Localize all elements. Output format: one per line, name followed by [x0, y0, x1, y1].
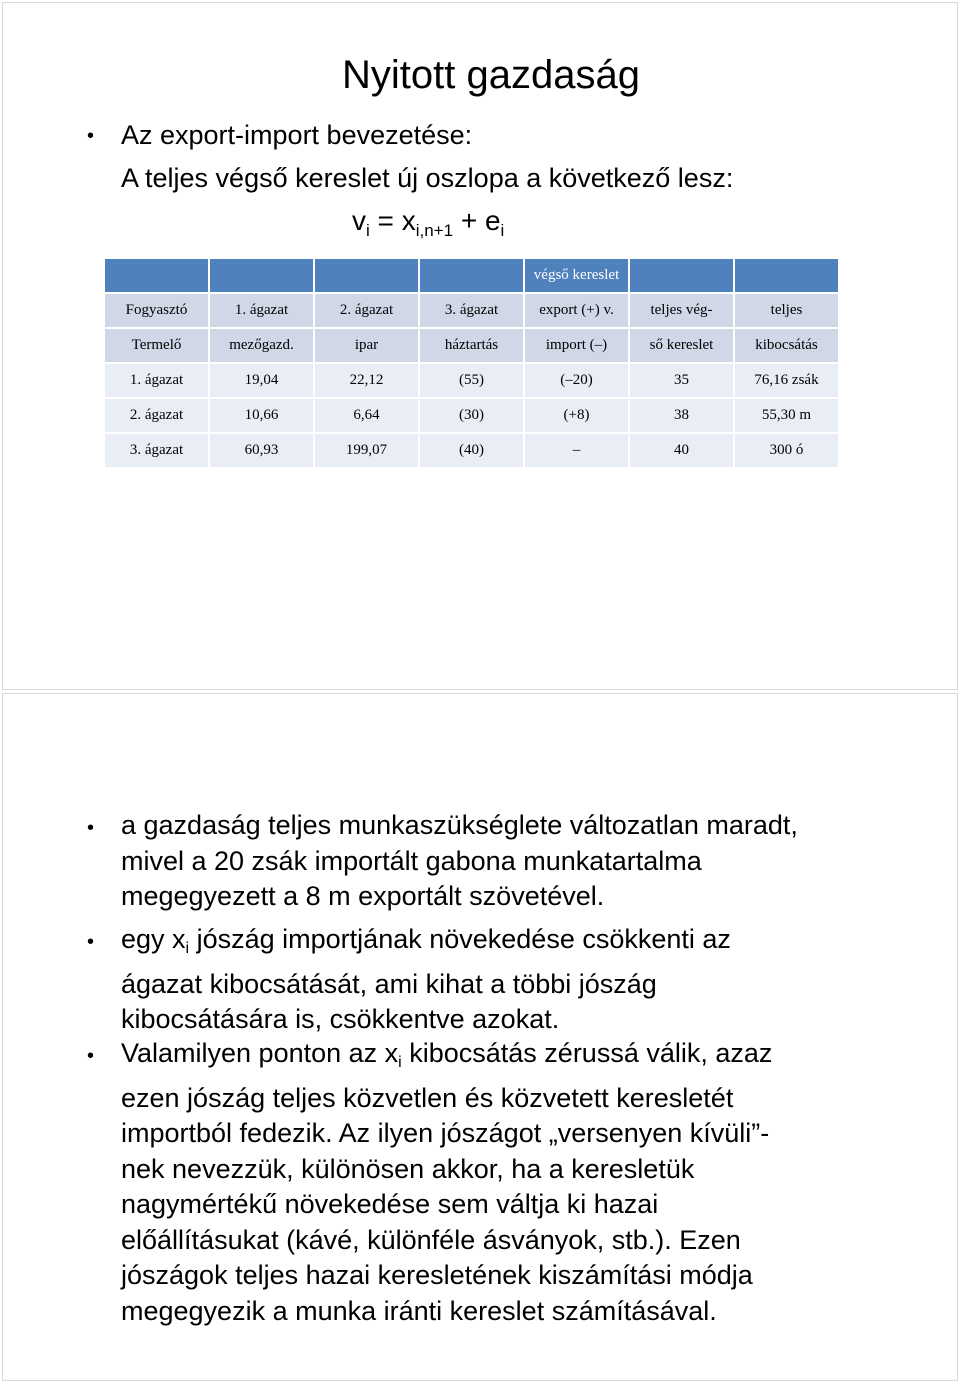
table-row — [105, 434, 838, 467]
table-cell: (55) — [420, 364, 523, 397]
table-header-row — [105, 329, 838, 362]
bullet-dot: • — [87, 1045, 95, 1067]
table-cell: 60,93 — [210, 434, 313, 467]
table-row — [105, 399, 838, 432]
header-cell: export (+) v. — [525, 294, 628, 327]
table-cell: (40) — [420, 434, 523, 467]
slide-2 — [2, 693, 958, 1381]
header-cell: 3. ágazat — [420, 294, 523, 327]
table-cell: 19,04 — [210, 364, 313, 397]
table-cell: 35 — [630, 364, 733, 397]
formula: $v_i = x_{i,n+1} + e_i$ — [352, 205, 505, 240]
bullet-text-1: Az export-import bevezetése: — [121, 120, 473, 150]
table-cell: – — [525, 434, 628, 467]
table-cell: 3. ágazat — [105, 434, 208, 467]
bullet-3-line: nagymértékű növekedése sem váltja ki hazai — [121, 1189, 659, 1219]
table-cell: (30) — [420, 399, 523, 432]
bullet-3-line: nek nevezzük, különösen akkor, ha a keresletük — [121, 1153, 695, 1184]
table-cell: 2. ágazat — [105, 399, 208, 432]
bullet-3-line: importból fedezik. Az ilyen jószágot „versenyen kívüli”- — [121, 1118, 770, 1148]
bullet-1-line: megegyezett a 8 m exportált szövetével. — [121, 881, 605, 911]
header-cell: mezőgazd. — [210, 329, 313, 362]
table-cell: 22,12 — [315, 364, 418, 397]
table-cell: (–20) — [525, 364, 628, 397]
header-cell: 1. ágazat — [210, 294, 313, 327]
header-cell: ső kereslet — [630, 329, 733, 362]
bullet-2 — [121, 922, 731, 1038]
bullet-text-2: A teljes végső kereslet új oszlopa a következő lesz: — [121, 163, 734, 193]
bullet-1-line: mivel a 20 zsák importált gabona munkatartalma — [121, 845, 702, 876]
table-cell: 55,30 m — [735, 399, 838, 432]
bullet-2-line: ágazat kibocsátását, ami kihat a többi jószág — [121, 968, 657, 999]
table-cell: 6,64 — [315, 399, 418, 432]
bullet-3 — [121, 1036, 772, 1329]
bullet-2-line: kibocsátására is, csökkentve azokat. — [121, 1004, 560, 1034]
table-header-row — [105, 259, 838, 292]
slide-title: Nyitott gazdaság — [342, 53, 640, 97]
bullet-3-line: ezen jószág teljes közvetlen és közvetett keresletét — [121, 1082, 734, 1113]
bullet-3-line: megegyezik a munka iránti kereslet számításával. — [121, 1295, 717, 1326]
header-cell: import (–) — [525, 329, 628, 362]
input-output-table — [103, 257, 840, 469]
table-cell: 300 ó — [735, 434, 838, 467]
bullet-1 — [121, 808, 798, 915]
table-cell: 10,66 — [210, 399, 313, 432]
bullet-dot: • — [87, 931, 95, 953]
bullet-3-line: előállításukat (kávé, különféle ásványok, stb.). Ezen — [121, 1224, 741, 1255]
bullet-3-line: jószágok teljes hazai keresletének kiszámítási módja — [121, 1260, 753, 1290]
header-cell: teljes vég- — [630, 294, 733, 327]
bullet-2-line: egy $x_i$ jószág importjának növekedése csökkenti az — [121, 924, 731, 957]
table-row — [105, 364, 838, 397]
slide-1 — [2, 2, 958, 690]
header-cell: háztartás — [420, 329, 523, 362]
table-cell: 1. ágazat — [105, 364, 208, 397]
header-cell: 2. ágazat — [315, 294, 418, 327]
table-cell: 38 — [630, 399, 733, 432]
bullet-3-line: Valamilyen ponton az $x_i$ kibocsátás zérussá válik, azaz — [121, 1038, 773, 1071]
bullet-1-line: a gazdaság teljes munkaszükséglete változatlan maradt, — [121, 810, 798, 840]
header-cell: ipar — [315, 329, 418, 362]
table-header-row — [105, 294, 838, 327]
header-cell: teljes — [735, 294, 838, 327]
table-cell: 76,16 zsák — [735, 364, 838, 397]
bullet-dot: • — [87, 125, 95, 147]
table-cell: 40 — [630, 434, 733, 467]
header-group-label: végső kereslet — [525, 259, 628, 292]
header-cell: Termelő — [105, 329, 208, 362]
bullet-dot: • — [87, 817, 95, 839]
header-cell: kibocsátás — [735, 329, 838, 362]
table-cell: (+8) — [525, 399, 628, 432]
header-cell: Fogyasztó — [105, 294, 208, 327]
table-cell: 199,07 — [315, 434, 418, 467]
